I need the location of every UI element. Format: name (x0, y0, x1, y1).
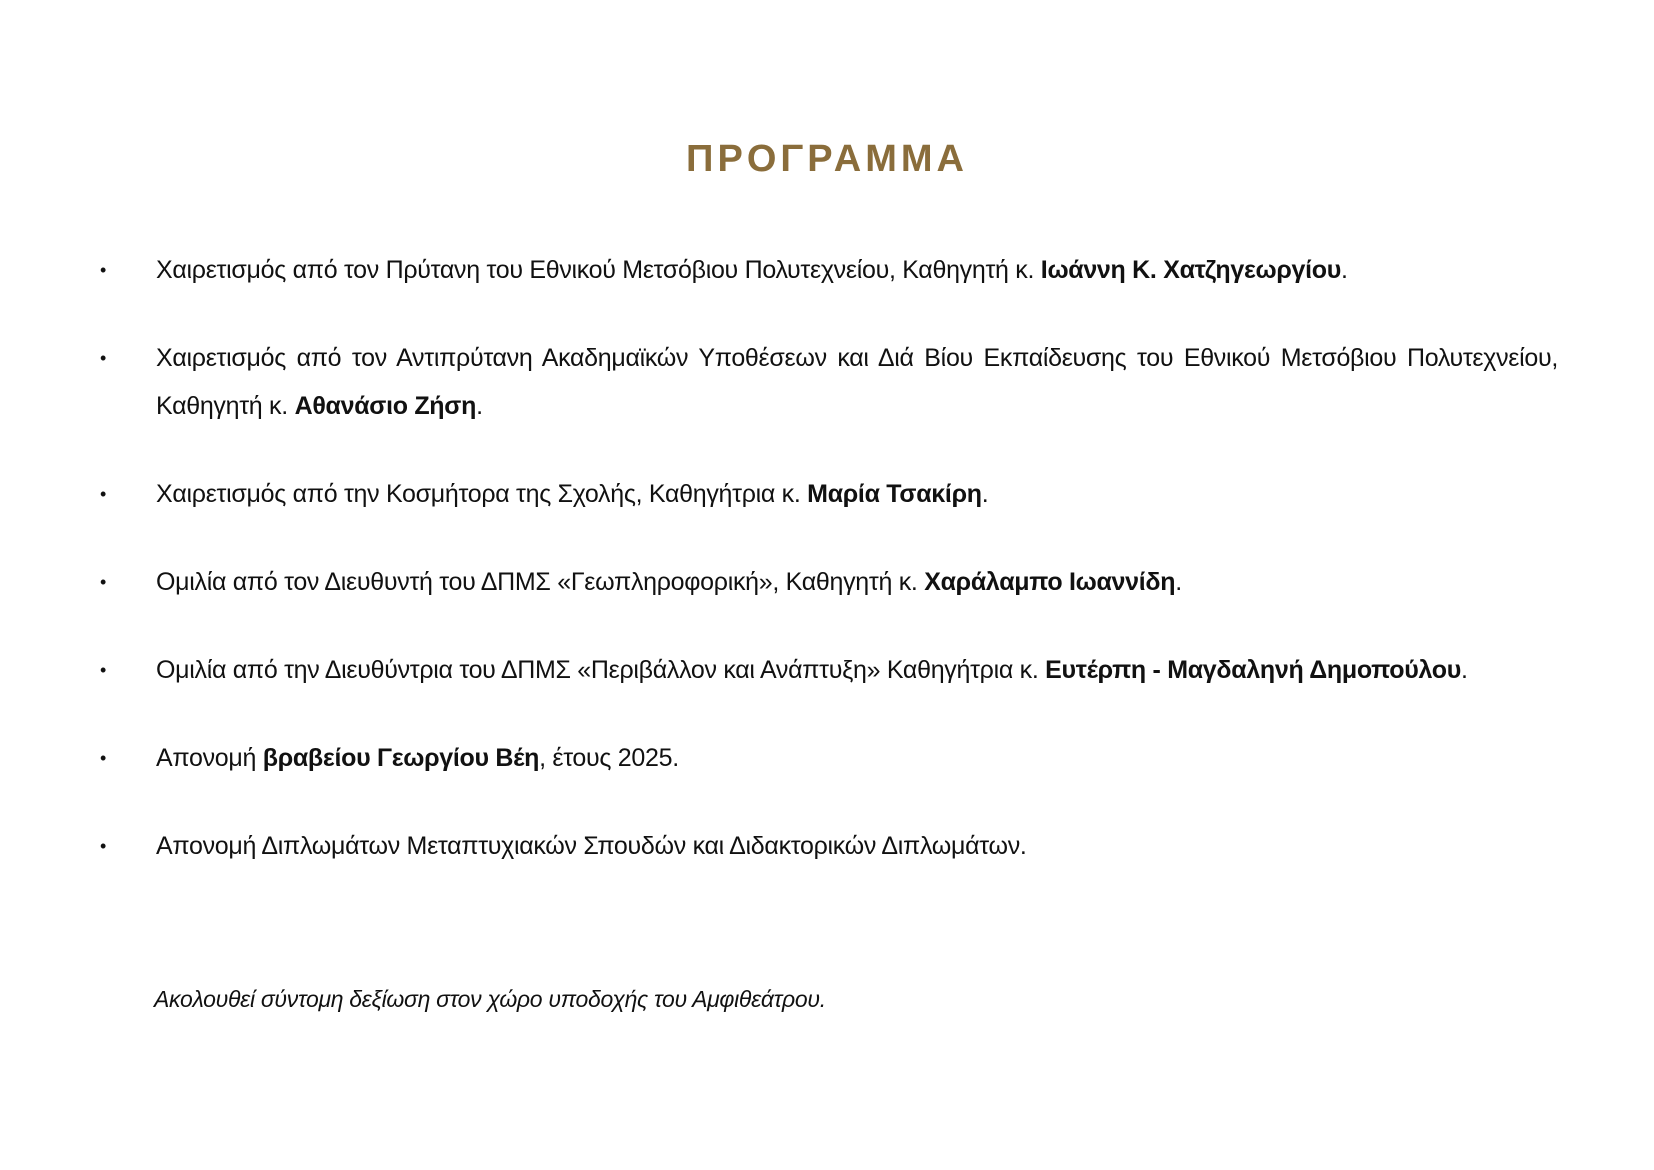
page-title: ΠΡΟΓΡΑΜΜΑ (686, 138, 968, 180)
award-name: βραβείου Γεωργίου Βέη (262, 744, 540, 772)
list-item: • Απονομή βραβείου Γεωργίου Βέη, έτους 2025. (100, 734, 1558, 782)
bullet-icon: • (100, 484, 107, 504)
list-item: • Χαιρετισμός από την Κοσμήτορα της Σχολής, Καθηγήτρια κ. Μαρία Τσακίρη. (100, 470, 1558, 518)
bullet-icon: • (100, 572, 107, 592)
bullet-icon: • (100, 660, 107, 680)
program-list (100, 246, 1558, 910)
closing-note: Ακολουθεί σύντομη δεξίωση στον χώρο υποδοχής του Αμφιθεάτρου. (154, 986, 826, 1012)
speaker-name: Ευτέρπη - Μαγδαληνή Δημοπούλου (1045, 656, 1461, 684)
bullet-icon: • (100, 836, 107, 856)
speaker-name: Αθανάσιο Ζήση (294, 392, 477, 420)
list-item: • Ομιλία από τον Διευθυντή του ΔΠΜΣ «Γεωπληροφορική», Καθηγητή κ. Χαράλαμπο Ιωαννίδη. (100, 558, 1558, 606)
speaker-name: Μαρία Τσακίρη (807, 480, 982, 508)
speaker-name: Ιωάννη Κ. Χατζηγεωργίου (1040, 256, 1342, 284)
list-item: • Απονομή Διπλωμάτων Μεταπτυχιακών Σπουδών και Διδακτορικών Διπλωμάτων. (100, 822, 1558, 870)
bullet-icon: • (100, 260, 107, 280)
list-item: • Ομιλία από την Διευθύντρια του ΔΠΜΣ «Περιβάλλον και Ανάπτυξη» Καθηγήτρια κ. Ευτέρπη - Μαγδαληνή Δημοπούλου. (100, 646, 1558, 694)
list-item: • Χαιρετισμός από τον Αντιπρύτανη Ακαδημαϊκών Υποθέσεων και Διά Βίου Εκπαίδευσης του Εθνικού Μετσόβιου Πολυτεχνείου, Καθηγητή κ. Αθανάσιο Ζήση. (100, 334, 1558, 430)
list-item: • Χαιρετισμός από τον Πρύτανη του Εθνικού Μετσόβιου Πολυτεχνείου, Καθηγητή κ. Ιωάννη Κ. Χατζηγεωργίου. (100, 246, 1558, 294)
bullet-icon: • (100, 748, 107, 768)
speaker-name: Χαράλαμπο Ιωαννίδη (924, 568, 1176, 596)
bullet-icon: • (100, 348, 107, 368)
